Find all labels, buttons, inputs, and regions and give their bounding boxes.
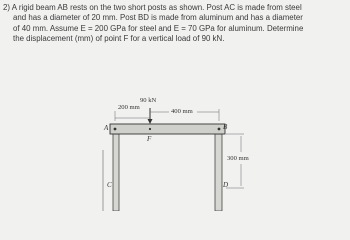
dim-post-label: 300 mm [227,155,249,162]
load-label: 90 kN [140,97,157,104]
dim-af-label: 200 mm [118,104,140,111]
problem-number: 2) [3,3,11,12]
point-f-label: F [147,135,152,143]
pin-b-marker [218,128,221,131]
point-c-label: C [107,181,112,189]
point-f-marker [149,128,151,130]
dim-fb-label: 400 mm [171,108,193,115]
point-a-label: A [104,124,109,132]
problem-text-line: A rigid beam AB rests on the two short posts as shown. Post AC is made from steel [11,3,302,12]
post-ac [113,134,119,211]
point-d-label: D [223,181,229,189]
load-arrowhead [148,119,153,124]
problem-text-line: and has a diameter of 20 mm. Post BD is made from aluminum and has a diameter [13,13,303,23]
post-bd [215,134,222,211]
problem-text-line: the displacement (mm) of point F for a vertical load of 90 kN. [13,33,225,43]
problem-text-line: of 40 mm. Assume E = 200 GPa for steel and E = 70 GPa for aluminum. Determine [13,23,304,33]
point-b-label: B [223,123,228,131]
rigid-beam-ab [110,123,228,134]
pin-a-marker [114,128,117,131]
